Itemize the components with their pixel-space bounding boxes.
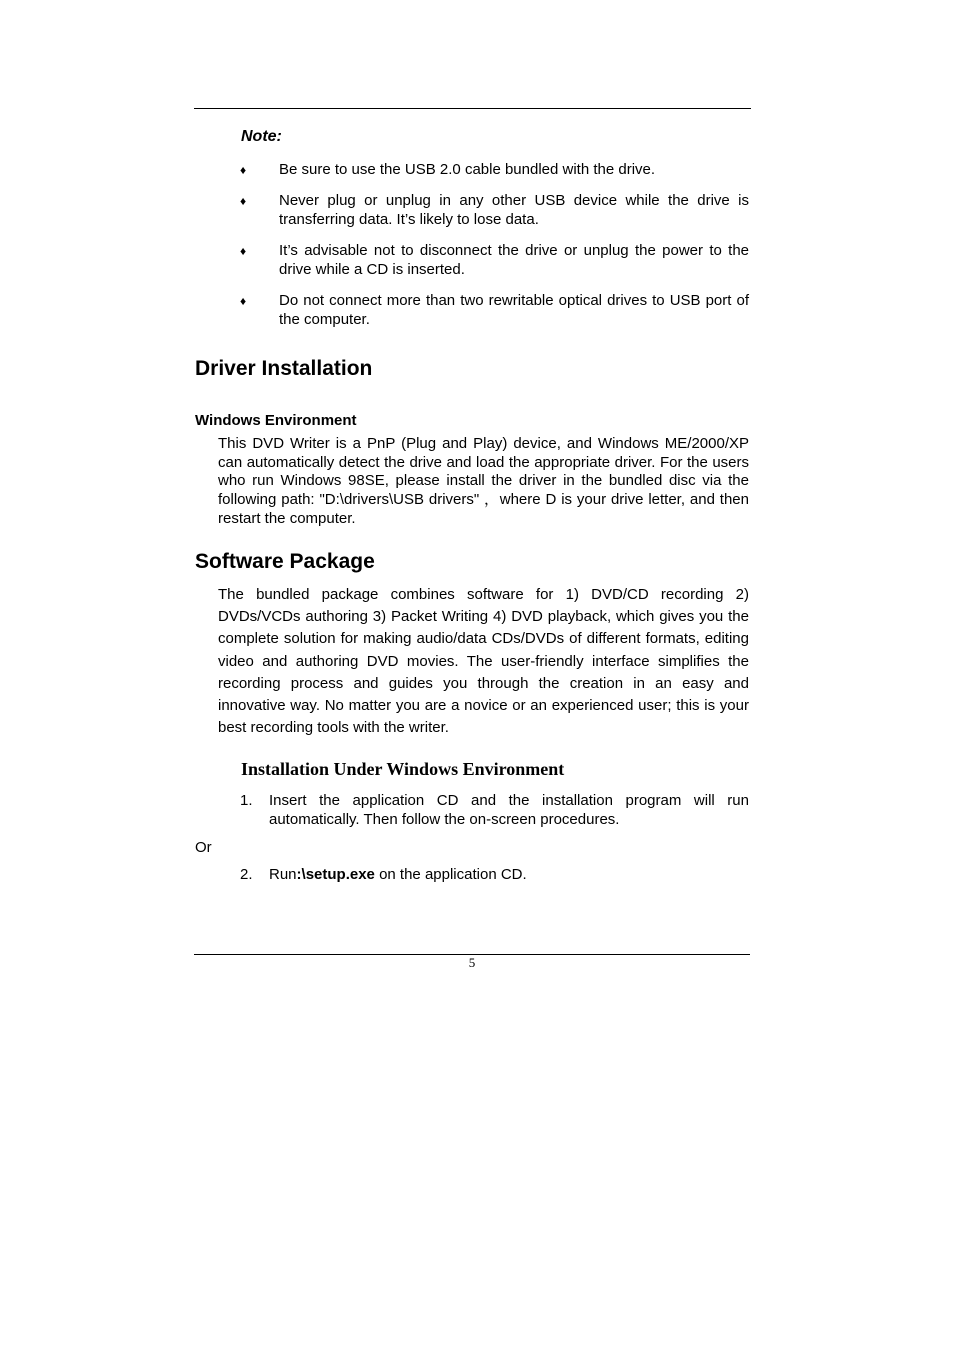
page-number: 5 (468, 955, 476, 970)
bullet-icon: ♦ (240, 244, 247, 258)
note-item-2: Never plug or unplug in any other USB device while the drive is transferring data. It’s likely to lose data. (279, 192, 749, 228)
header-rule (194, 108, 751, 109)
note-item-1: Be sure to use the USB 2.0 cable bundled with the drive. (279, 161, 656, 178)
step-1-text: Insert the application CD and the installation program will run automatically. Then follow the on-screen procedures. (269, 792, 749, 828)
note-item-3: It’s advisable not to disconnect the drive or unplug the power to the drive while a CD is inserted. (279, 242, 749, 278)
windows-environment-subheading: Windows Environment (195, 412, 357, 429)
note-item-4: Do not connect more than two rewritable optical drives to USB port of the computer. (279, 292, 749, 328)
installation-heading: Installation Under Windows Environment (241, 759, 565, 779)
step-1-number: 1. (240, 792, 253, 809)
step-2-text (269, 865, 749, 884)
driver-installation-heading: Driver Installation (195, 357, 373, 380)
note-label: Note: (241, 128, 282, 145)
driver-installation-paragraph: This DVD Writer is a PnP (Plug and Play) device, and Windows ME/2000/XP can automatically detect the drive and load the appropriate driver. For the users who run Windows 98SE, please install the driver in the bundled disc via the following path: "D:\drivers\USB drivers" ，where D is your drive letter, and then restart the computer. (218, 435, 749, 527)
step-2-prefix: Run (269, 866, 297, 883)
software-package-heading: Software Package (195, 550, 375, 573)
bullet-icon: ♦ (240, 163, 247, 177)
software-package-paragraph: The bundled package combines software for 1) DVD/CD recording 2) DVDs/VCDs authoring 3) Packet Writing 4) DVD playback, which gives you the complete solution for making audio/data CDs/DVDs of different formats, editing video and authoring DVD movies. The user-friendly interface simplifies the recording process and guides you through the creation in an easy and innovative way. No matter you are a novice or an experienced user; this is your best recording tools with the writer. (218, 586, 749, 737)
or-text: Or (195, 839, 212, 856)
step-2-suffix: on the application CD. (374, 866, 527, 883)
bullet-icon: ♦ (240, 294, 247, 308)
step-2-number: 2. (240, 866, 253, 883)
bullet-icon: ♦ (240, 194, 247, 208)
setup-command: :\setup.exe (296, 866, 375, 883)
